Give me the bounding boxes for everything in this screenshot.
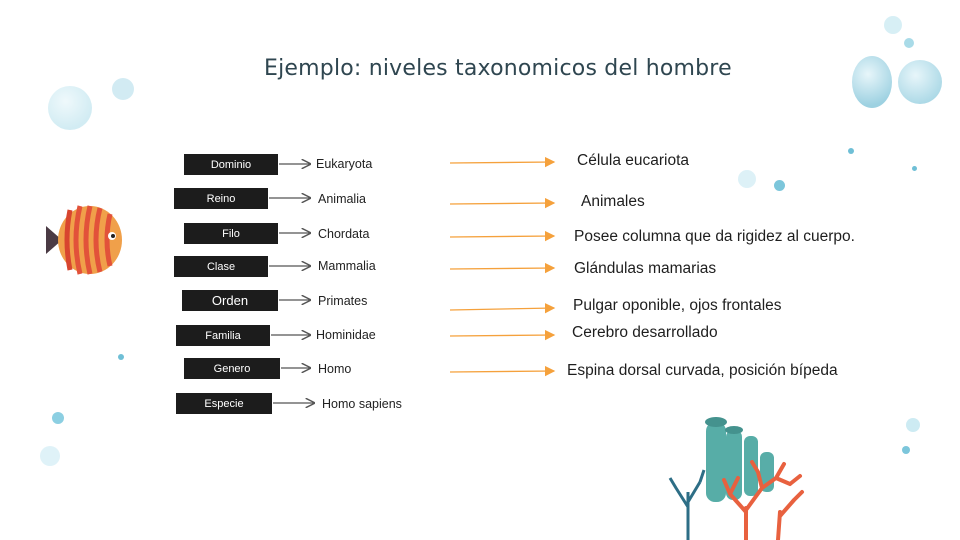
- description-espina: Espina dorsal curvada, posición bípeda: [567, 362, 838, 379]
- description-celula: Célula eucariota: [577, 152, 690, 169]
- description-arrow: [450, 268, 554, 269]
- description-arrow: [450, 236, 554, 237]
- rank-box-especie: Especie: [176, 393, 272, 414]
- description-arrow: [450, 308, 554, 310]
- rank-box-dominio: Dominio: [184, 154, 278, 175]
- description-glandulas: Glándulas mamarias: [574, 260, 717, 277]
- taxon-primates: Primates: [318, 294, 368, 308]
- description-columna: Posee columna que da rigidez al cuerpo.: [574, 228, 855, 245]
- rank-box-clase: Clase: [174, 256, 268, 277]
- taxon-hominidae: Hominidae: [316, 328, 376, 342]
- rank-box-filo: Filo: [184, 223, 278, 244]
- rank-box-reino: Reino: [174, 188, 268, 209]
- slide-title: Ejemplo: niveles taxonomicos del hombre: [264, 56, 732, 81]
- description-arrow: [450, 203, 554, 204]
- description-pulgar: Pulgar oponible, ojos frontales: [573, 297, 782, 314]
- description-cerebro: Cerebro desarrollado: [572, 324, 718, 341]
- taxon-animalia: Animalia: [318, 192, 366, 206]
- rank-box-orden: Orden: [182, 290, 278, 311]
- rank-box-genero: Genero: [184, 358, 280, 379]
- taxon-chordata: Chordata: [318, 227, 370, 241]
- description-arrow: [450, 162, 554, 163]
- description-arrow: [450, 335, 554, 336]
- taxon-homo-sapiens: Homo sapiens: [322, 397, 402, 411]
- description-arrow: [450, 371, 554, 372]
- description-animales: Animales: [581, 193, 645, 210]
- taxon-eukaryota: Eukaryota: [316, 157, 373, 171]
- taxon-homo: Homo: [318, 362, 352, 376]
- rank-box-familia: Familia: [176, 325, 270, 346]
- taxon-mammalia: Mammalia: [318, 259, 376, 273]
